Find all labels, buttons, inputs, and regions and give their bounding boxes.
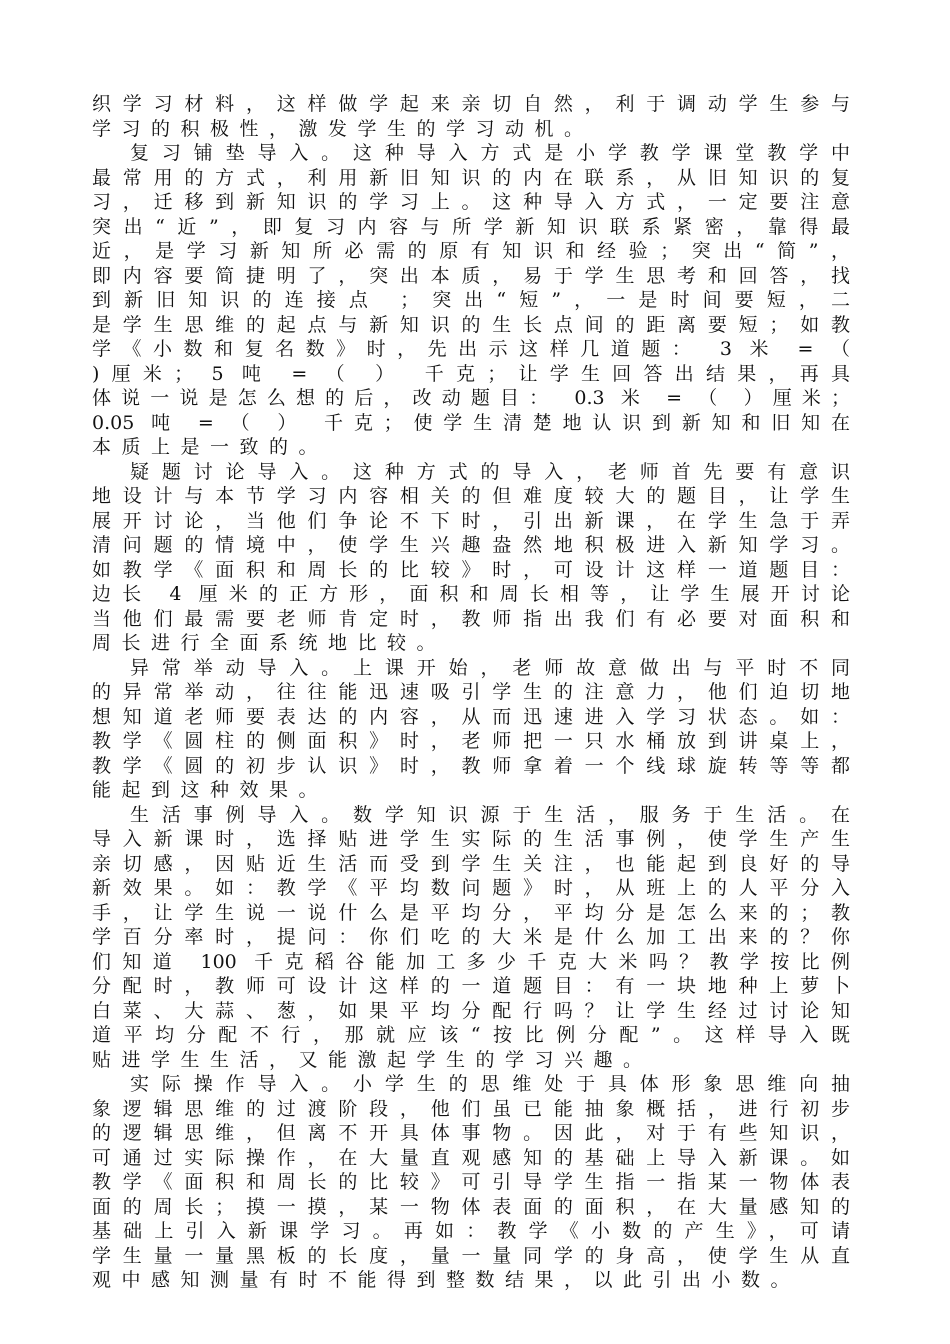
text-line: 观中感知测量有时不能得到整数结果，以此引出小数。: [92, 1269, 801, 1291]
text-line: 象逻辑思维的过渡阶段，他们虽已能抽象概括，进行初步: [92, 1097, 850, 1120]
text-line: 体说一说是怎么想的后，改动题目： 0.3 米 = （ ）厘米；: [92, 387, 850, 409]
paragraph-first-line: 疑题讨论导入。这种方式的导入，老师首先要有意识: [130, 460, 850, 483]
text-line: 突出“近”，即复习内容与所学新知识联系紧密，靠得最: [92, 215, 850, 238]
text-line: 道平均分配不行，那就应该“按比例分配”。这样导入既: [92, 1024, 850, 1046]
text-line: 新效果。如：教学《平均数问题》时，从班上的人平分入: [92, 877, 850, 899]
text-line: 贴进学生生活，又能激起学生的学习兴趣。: [92, 1048, 653, 1071]
text-line: 们知道 100 千克稻谷能加工多少千克大米吗？教学按比例: [92, 950, 850, 973]
text-line: 学生量一量黑板的长度，量一量同学的身高，使学生从直: [92, 1244, 850, 1267]
text-line: 分配时，教师可设计这样的一道题目：有一块地种上萝卜: [92, 975, 850, 997]
text-line: 基础上引入新课学习。再如：教学《小数的产生》，可请: [92, 1220, 850, 1242]
text-line: 织学习材料，这样做学起来亲切自然，利于调动学生参与: [92, 93, 850, 115]
text-line: 习，迁移到新知识的学习上。这种导入方式，一定要注意: [92, 191, 850, 213]
paragraph-first-line: 异常举动导入。上课开始，老师故意做出与平时不同: [130, 656, 850, 679]
text-line: 学习的积极性，激发学生的学习动机。: [92, 117, 594, 140]
text-line: 导入新课时，选择贴进学生实际的生活事例，使学生产生: [92, 828, 850, 850]
text-line: 地设计与本节学习内容相关的但难度较大的题目，让学生: [92, 485, 850, 507]
text-line: )厘米； 5 吨 = （ ） 千克；让学生回答出结果，再具: [92, 362, 850, 385]
text-line: 到新旧知识的连接点 ；突出“短”，一是时间要短，二: [92, 289, 850, 311]
text-line: 想知道老师要表达的内容，从而迅速进入学习状态。如：: [92, 705, 850, 728]
text-line: 如教学《面积和周长的比较》时，可设计这样一道题目：: [92, 558, 850, 581]
text-line: 的异常举动，往往能迅速吸引学生的注意力，他们迫切地: [92, 681, 850, 703]
text-line: 面的周长；摸一摸，某一物体表面的面积，在大量感知的: [92, 1195, 850, 1218]
paragraph-first-line: 实际操作导入。小学生的思维处于具体形象思维向抽: [130, 1073, 850, 1095]
text-line: 边长 4 厘米的正方形，面积和周长相等，让学生展开讨论: [92, 583, 850, 605]
text-line: 教学《圆的初步认识》时，教师拿着一个线球旋转等等都: [92, 754, 850, 777]
paragraph-first-line: 复习铺垫导入。这种导入方式是小学教学课堂教学中: [130, 142, 850, 164]
text-line: 手，让学生说一说什么是平均分，平均分是怎么来的；教: [92, 901, 850, 924]
document-page: [92, 92, 854, 1291]
text-line: 教学《圆柱的侧面积》时，老师把一只水桶放到讲桌上，: [92, 730, 850, 752]
text-line: 周长进行全面系统地比较。: [92, 632, 447, 654]
text-line: 最常用的方式，利用新旧知识的内在联系，从旧知识的复: [92, 166, 850, 189]
text-line: 本质上是一致的。: [92, 436, 329, 458]
text-line: 清问题的情境中，使学生兴趣盎然地积极进入新知学习。: [92, 534, 850, 556]
text-line: 学百分率时，提问：你们吃的大米是什么加工出来的？你: [92, 926, 850, 948]
text-line: 能起到这种效果。: [92, 779, 329, 801]
text-line: 当他们最需要老师肯定时，教师指出我们有必要对面积和: [92, 607, 850, 630]
text-line: 0.05 吨 = （ ） 千克；使学生清楚地认识到新知和旧知在: [92, 411, 850, 434]
text-line: 的逻辑思维，但离不开具体事物。因此，对于有些知识，: [92, 1122, 850, 1144]
paragraph-first-line: 生活事例导入。数学知识源于生活，服务于生活。在: [130, 803, 850, 826]
text-line: 近，是学习新知所必需的原有知识和经验；突出“简”，: [92, 240, 850, 262]
text-line: 是学生思维的起点与新知识的生长点间的距离要短；如教: [92, 313, 850, 336]
text-line: 可通过实际操作，在大量直观感知的基础上导入新课。如: [92, 1146, 850, 1169]
text-line: 白菜、大蒜、葱，如果平均分配行吗？让学生经过讨论知: [92, 999, 850, 1022]
text-line: 展开讨论，当他们争论不下时，引出新课，在学生急于弄: [92, 509, 850, 532]
text-line: 学《小数和复名数》时，先出示这样几道题： 3 米 = （: [92, 338, 850, 360]
text-line: 即内容要简捷明了，突出本质，易于学生思考和回答，找: [92, 264, 850, 287]
text-line: 教学《面积和周长的比较》可引导学生指一指某一物体表: [92, 1171, 850, 1193]
text-line: 亲切感，因贴近生活而受到学生关注，也能起到良好的导: [92, 852, 850, 875]
